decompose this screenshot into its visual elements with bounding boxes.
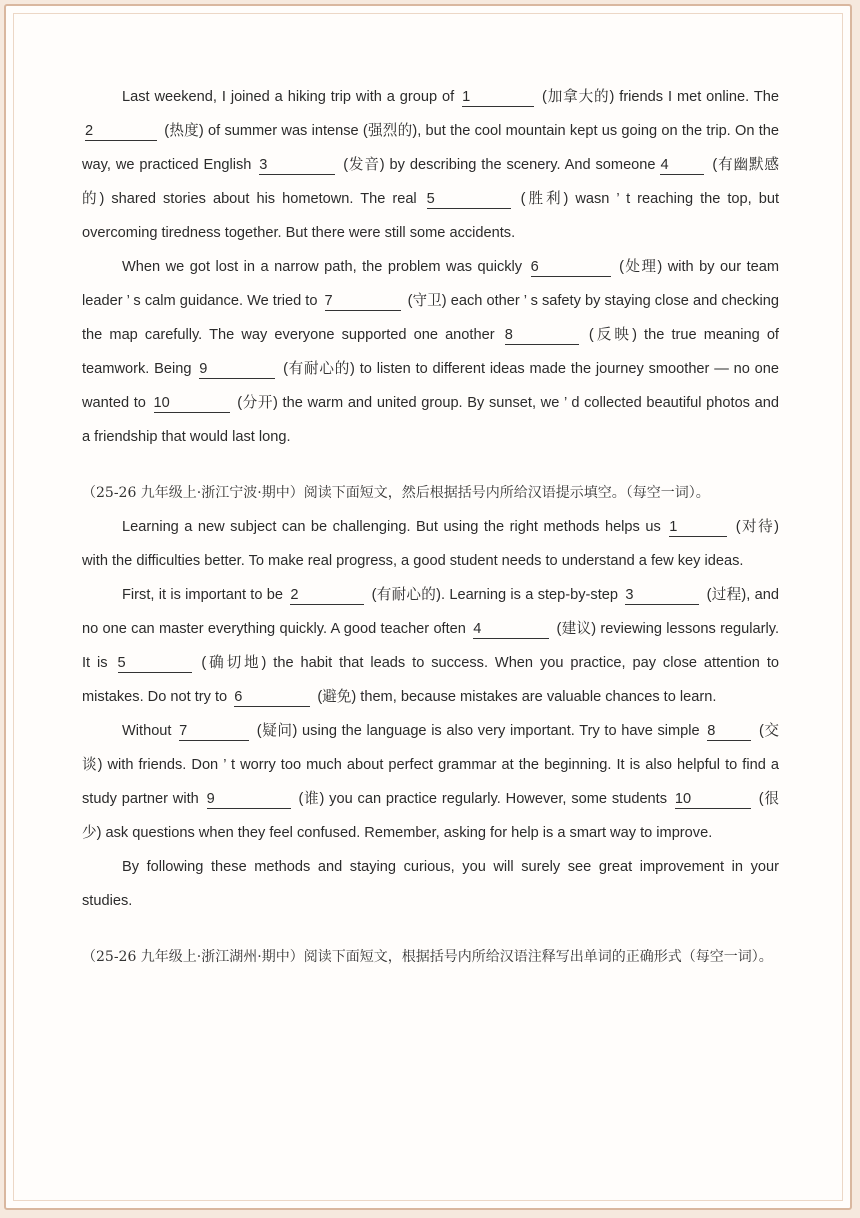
blank-6[interactable]: 6 bbox=[234, 688, 310, 707]
blank-7[interactable]: 7 bbox=[325, 292, 401, 311]
text: Last weekend, I joined a hiking trip with a group of bbox=[122, 89, 455, 105]
blank-3[interactable]: 3 bbox=[259, 156, 335, 175]
section-heading-ningbo: （25-26 九年级上·浙江宁波·期中）阅读下面短文，然后根据括号内所给汉语提示填空。（每空一词）。 bbox=[82, 485, 710, 501]
blank-2[interactable]: 2 bbox=[85, 122, 157, 141]
text: (分开) the warm and united group. By sunset, we ’ d collected beautiful photos and a friendship that would last long. bbox=[82, 395, 779, 445]
document-content bbox=[82, 80, 779, 974]
passage1-paragraph2 bbox=[82, 250, 779, 454]
text: (胜利) wasn ’ t reaching the top, but overcoming tiredness together. But there were still some accidents. bbox=[82, 191, 779, 241]
blank-3[interactable]: 3 bbox=[625, 586, 699, 605]
blank-5[interactable]: 5 bbox=[427, 190, 511, 209]
text: Without bbox=[122, 723, 172, 739]
text: Learning a new subject can be challenging. But using the right methods helps us bbox=[122, 519, 661, 535]
blank-1[interactable]: 1 bbox=[462, 88, 534, 107]
text: (疑问) using the language is also very important. Try to have simple bbox=[256, 723, 700, 739]
spacer bbox=[82, 454, 779, 476]
blank-6[interactable]: 6 bbox=[531, 258, 611, 277]
blank-9[interactable]: 9 bbox=[207, 790, 291, 809]
blank-4[interactable]: 4 bbox=[660, 156, 704, 175]
passage2-paragraph3 bbox=[82, 714, 779, 850]
section-heading-huzhou: （25-26 九年级上·浙江湖州·期中）阅读下面短文，根据括号内所给汉语注释写出单词的正确形式（每空一词）。 bbox=[82, 949, 773, 965]
blank-10[interactable]: 10 bbox=[675, 790, 751, 809]
blank-1[interactable]: 1 bbox=[669, 518, 727, 537]
text: (有幽默感的) shared stories about his hometown. The real bbox=[82, 157, 779, 207]
text: (过程), and no one can master everything quickly. A good teacher often bbox=[82, 587, 779, 637]
text: (热度) of summer was intense (强烈的), but the cool mountain kept us going on the trip. On the way, we practiced English bbox=[82, 123, 780, 173]
text: (很少) ask questions when they feel confused. Remember, asking for help is a smart way to improve. bbox=[82, 791, 779, 841]
text: (守卫) each other ’ s safety by staying close and checking the map carefully. The way everyone supported one another bbox=[82, 293, 779, 343]
text: (谁) you can practice regularly. However, some students bbox=[298, 791, 668, 807]
text: (有耐心的) to listen to different ideas made the journey smoother — no one wanted to bbox=[82, 361, 779, 411]
blank-10[interactable]: 10 bbox=[154, 394, 230, 413]
text: (确切地) the habit that leads to success. When you practice, pay close attention to mistakes. Do not try to bbox=[82, 655, 779, 705]
passage2-paragraph2 bbox=[82, 578, 779, 714]
blank-2[interactable]: 2 bbox=[290, 586, 364, 605]
spacer bbox=[82, 918, 779, 940]
blank-5[interactable]: 5 bbox=[118, 654, 192, 673]
text: (处理) with by our team leader ’ s calm guidance. We tried to bbox=[82, 259, 780, 309]
text: (发音) by describing the scenery. And someone bbox=[343, 157, 656, 173]
text: (反映) the true meaning of teamwork. Being bbox=[82, 327, 779, 377]
text: (对待) with the difficulties better. To make real progress, a good student needs to understand a few key ideas. bbox=[82, 519, 779, 569]
text: (加拿大的) friends I met online. The bbox=[542, 89, 779, 105]
blank-8[interactable]: 8 bbox=[505, 326, 579, 345]
text: By following these methods and staying curious, you will surely see great improvement in your studies. bbox=[82, 859, 779, 909]
text: (交谈) with friends. Don ’ t worry too much about perfect grammar at the beginning. It is also helpful to find a study partner with bbox=[82, 723, 779, 807]
blank-9[interactable]: 9 bbox=[199, 360, 275, 379]
blank-7[interactable]: 7 bbox=[179, 722, 249, 741]
text: When we got lost in a narrow path, the problem was quickly bbox=[122, 259, 523, 275]
passage1-paragraph1 bbox=[82, 80, 779, 250]
blank-4[interactable]: 4 bbox=[473, 620, 549, 639]
text: First, it is important to be bbox=[122, 587, 284, 603]
blank-8[interactable]: 8 bbox=[707, 722, 751, 741]
text: (有耐心的). Learning is a step-by-step bbox=[371, 587, 618, 603]
passage2-paragraph4 bbox=[82, 850, 779, 918]
text: (避免) them, because mistakes are valuable chances to learn. bbox=[317, 689, 717, 705]
passage2-paragraph1 bbox=[82, 510, 779, 578]
text: (建议) reviewing lessons regularly. It is bbox=[82, 621, 780, 671]
